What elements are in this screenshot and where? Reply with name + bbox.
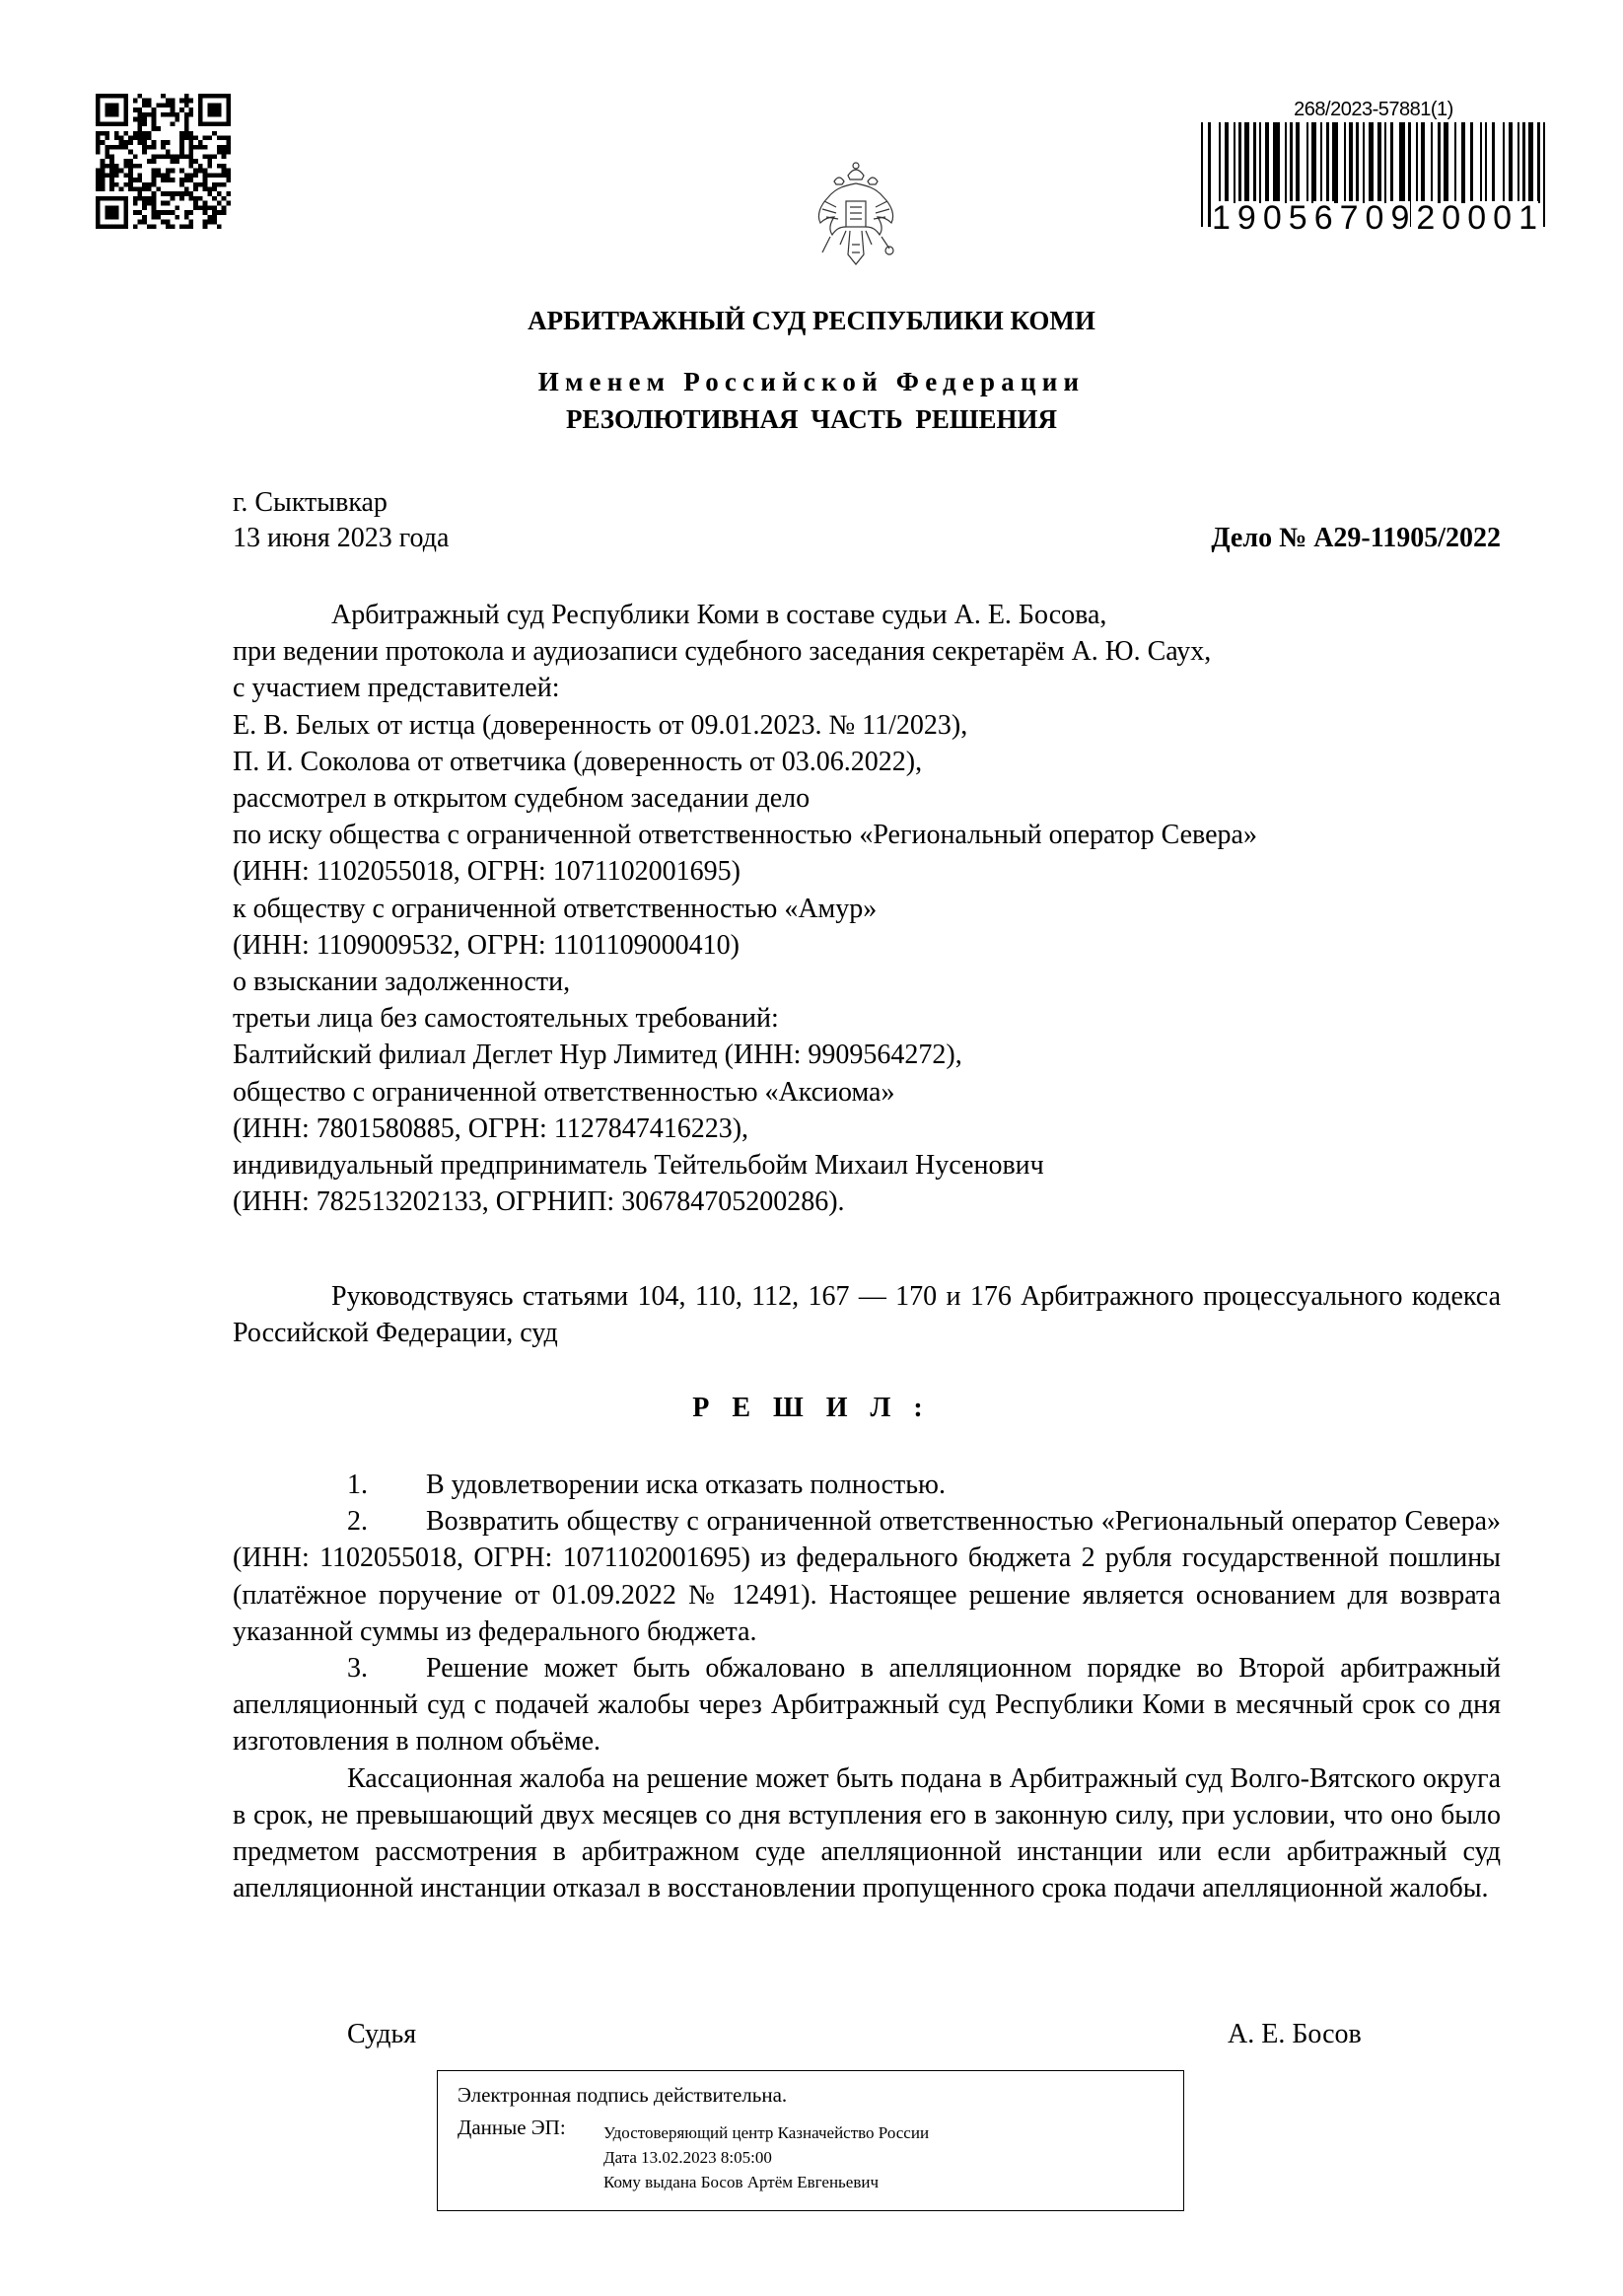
e-signature-details [603, 2120, 929, 2194]
barcode-bar [1454, 122, 1456, 203]
barcode-bar [1528, 122, 1533, 203]
e-signature-status: Электронная подпись действительна. [458, 2083, 788, 2107]
barcode-bar [1344, 122, 1346, 203]
judge-name: А. Е. Босов [1228, 2019, 1362, 2049]
barcode-bar [1369, 122, 1374, 203]
resolved-heading: Р Е Ш И Л : [692, 1393, 931, 1423]
intro-line: (ИНН: 1102055018, ОГРН: 1071102001695) [233, 856, 741, 888]
barcode-digit: 0 [1442, 199, 1461, 237]
e-signature-data-label: Данные ЭП: [458, 2116, 566, 2139]
barcode-bar [1377, 122, 1381, 203]
barcode-digit: 1 [1212, 199, 1231, 237]
barcode-bar [1543, 122, 1545, 227]
legal-basis-text: Руководствуясь статьями 104, 110, 112, 167 — 170 и 176 Арбитражного процессуального кодекса Российской Федерации, суд [233, 1281, 1501, 1349]
barcode-bar [1431, 122, 1433, 203]
judge-label: Судья [347, 2019, 417, 2049]
e-signature-owner: Кому выдана Босов Артём Евгеньевич [603, 2173, 880, 2191]
barcode-bar [1332, 122, 1338, 203]
intro-line: общество с ограниченной ответственностью «Аксиома» [233, 1076, 895, 1108]
barcode-bar [1503, 122, 1505, 203]
barcode-bar [1438, 122, 1441, 203]
barcode [1195, 99, 1552, 247]
decision-item-1 [233, 1467, 1501, 1503]
barcode-bar [1517, 122, 1519, 203]
barcode-bar [1296, 122, 1300, 203]
e-signature-stamp [437, 2070, 1184, 2211]
intro-line: П. И. Соколова от ответчика (доверенность от 03.06.2022), [233, 746, 923, 777]
barcode-digit: 1 [1518, 199, 1537, 237]
intro-line: Балтийский филиал Деглет Нур Лимитед (ИНН: 9909564272), [233, 1040, 962, 1071]
barcode-bar [1225, 122, 1229, 203]
barcode-bar [1306, 122, 1308, 203]
decision-item-2 [233, 1503, 1501, 1650]
e-signature-date: Дата 13.02.2023 8:05:00 [603, 2148, 772, 2167]
barcode-bar [1259, 122, 1261, 203]
coat-of-arms-icon [807, 158, 905, 276]
barcode-bar [1349, 122, 1353, 203]
barcode-digit: 9 [1390, 199, 1410, 237]
barcode-bar [1356, 122, 1359, 203]
barcode-digit: 0 [1262, 199, 1282, 237]
item-text: Возвратить обществу с ограниченной ответственностью «Региональный оператор Севера» (ИНН: 1102055018, ОГРН: 1071102001695) из федерального бюджета 2 рубля государственной пошлины (платёжное поручение от 01.09.2022 № 12491). Настоящее решение является основанием для возврата указанной суммы из федерального бюджета. [233, 1506, 1501, 1647]
barcode-digit: 5 [1288, 199, 1307, 237]
barcode-bar [1509, 122, 1513, 203]
intro-line: к обществу с ограниченной ответственностью «Амур» [233, 893, 878, 924]
item-text: Решение может быть обжаловано в апелляционном порядке во Второй арбитражный апелляционный суд с подачей жалобы через Арбитражный суд Республики Коми в месячный срок со дня изготовления в полном объёме. [233, 1653, 1501, 1758]
barcode-bar [1320, 122, 1322, 203]
barcode-bar [1470, 122, 1473, 203]
decision-item-3 [233, 1650, 1501, 1760]
barcode-bar [1399, 122, 1405, 203]
barcode-bar [1384, 122, 1386, 203]
qr-code-icon [96, 94, 231, 229]
barcode-bar [1326, 122, 1329, 203]
court-name: АРБИТРАЖНЫЙ СУД РЕСПУБЛИКИ КОМИ [528, 306, 1095, 335]
barcode-bar [1273, 122, 1280, 203]
barcode-bar [1219, 122, 1221, 203]
barcode-bar [1421, 122, 1425, 203]
cassation-paragraph: Кассационная жалоба на решение может быть подана в Арбитражный суд Волго-Вятского округа в срок, не превышающий двух месяцев со дня вступления его в законную силу, при условии, что оно было предметом рассмотрения в арбитражном суде апелляционной инстанции или если арбитражный суд апелляционной инстанции отказал в восстановлении пропущенного срока подачи апелляционной жалобы. [233, 1762, 1501, 1904]
barcode-digit: 0 [1365, 199, 1384, 237]
item-text: В удовлетворении иска отказать полностью. [426, 1470, 946, 1500]
intro-line: (ИНН: 7801580885, ОГРН: 1127847416223), [233, 1112, 749, 1144]
barcode-bar [1244, 122, 1249, 203]
barcode-bar [1234, 122, 1235, 203]
barcode-bar [1390, 122, 1393, 203]
barcode-bar [1522, 122, 1525, 203]
intro-line: (ИНН: 1109009532, ОГРН: 1101109000410) [233, 929, 740, 961]
intro-line: Арбитражный суд Республики Коми в составе судьи А. Е. Босова, [331, 600, 1107, 630]
document-type: РЕЗОЛЮТИВНАЯ ЧАСТЬ РЕШЕНИЯ [565, 404, 1058, 434]
barcode-digit: 0 [1493, 199, 1513, 237]
barcode-bar [1492, 122, 1495, 203]
decision-items [233, 1467, 1501, 1906]
barcode-bar [1416, 122, 1418, 203]
barcode-bar [1253, 122, 1256, 203]
barcode-bar [1537, 122, 1540, 203]
legal-basis-paragraph [233, 1278, 1501, 1351]
e-signature-issuer: Удостоверяющий центр Казначейство России [603, 2123, 930, 2142]
barcode-bar [1363, 122, 1365, 203]
intro-line: Е. В. Белых от истца (доверенность от 09.01.2023. № 11/2023), [233, 709, 968, 741]
barcode-case-code: 268/2023-57881(1) [1294, 99, 1453, 120]
barcode-digit: 9 [1236, 199, 1256, 237]
barcode-digit: 0 [1467, 199, 1487, 237]
intro-paragraph [233, 597, 1501, 1220]
barcode-bar [1311, 122, 1316, 203]
item-number: 1. [347, 1470, 368, 1500]
barcode-bar [1461, 122, 1465, 203]
intro-line: третьи лица без самостоятельных требований: [233, 1003, 779, 1035]
barcode-digit: 6 [1313, 199, 1333, 237]
item-number: 3. [347, 1653, 368, 1685]
barcode-bar [1201, 122, 1203, 227]
barcode-bar [1485, 122, 1487, 203]
barcode-bar [1285, 122, 1287, 203]
decision-date: 13 июня 2023 года [233, 523, 450, 553]
barcode-bar [1238, 122, 1241, 203]
intro-line: при ведении протокола и аудиозаписи судебного заседания секретарём А. Ю. Саух, [233, 636, 1212, 668]
intro-line: по иску общества с ограниченной ответственностью «Региональный оператор Севера» [233, 820, 1257, 851]
barcode-number [1211, 201, 1538, 235]
intro-line: индивидуальный предприниматель Тейтельбойм Михаил Нусенович [233, 1150, 1044, 1182]
barcode-bar [1290, 122, 1293, 203]
item-number: 2. [347, 1506, 368, 1538]
case-number: Дело № А29-11905/2022 [1211, 523, 1501, 553]
city: г. Сыктывкар [233, 487, 388, 518]
barcode-bar [1480, 122, 1482, 203]
intro-line: (ИНН: 782513202133, ОГРНИП: 306784705200286). [233, 1186, 845, 1218]
intro-line: рассмотрел в открытом судебном заседании дело [233, 783, 811, 815]
in-name-of-federation: Именем Российской Федерации [537, 367, 1086, 396]
intro-line: о взыскании задолженности, [233, 967, 571, 998]
barcode-digit: 2 [1416, 199, 1436, 237]
barcode-digit: 7 [1339, 199, 1359, 237]
intro-line: с участием представителей: [233, 673, 560, 704]
barcode-bar [1444, 122, 1448, 203]
